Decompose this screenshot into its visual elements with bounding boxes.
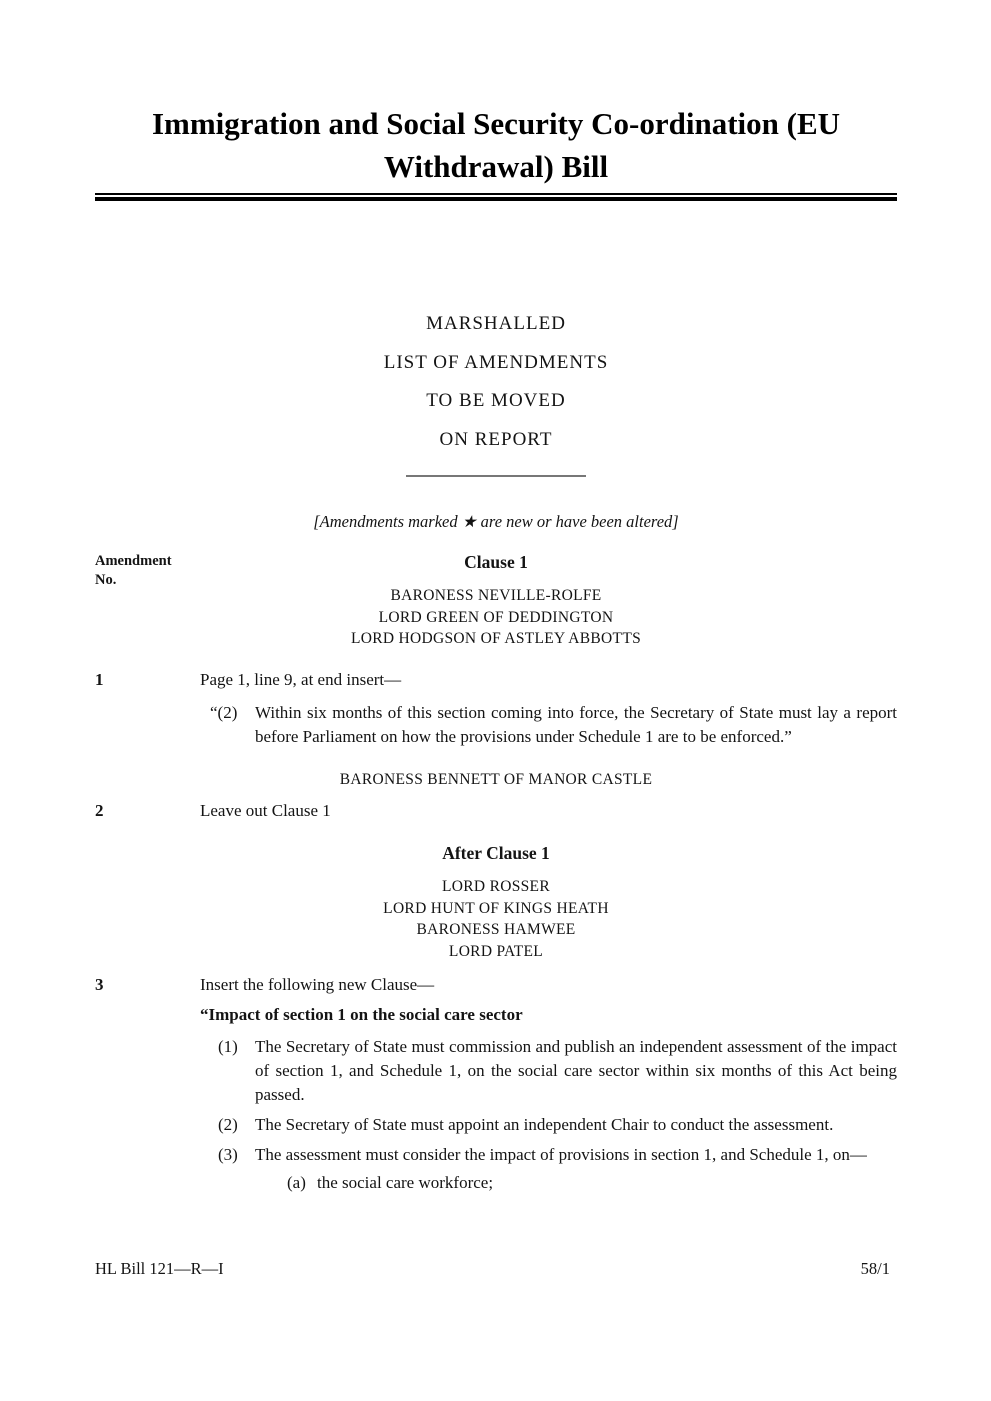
amendment-no-label-line-2: No.	[95, 572, 117, 589]
item-label: (1)	[218, 1037, 238, 1057]
new-clause-item-3	[218, 1143, 897, 1167]
bill-title	[95, 102, 897, 188]
amendment-2-instruction: Leave out Clause 1	[200, 801, 331, 821]
amendment-1-quoted-subsection	[210, 701, 897, 749]
amendment-no-label-line-1: Amendment	[95, 553, 172, 570]
item-text: The Secretary of State must commission and publish an independent assessment of the impact of section 1, and Schedule 1, on the social care sector within six months of this Act being passed.	[255, 1037, 897, 1105]
bill-title-line-2: Withdrawal) Bill	[383, 149, 609, 184]
item-label: (3)	[218, 1145, 238, 1165]
sponsor-name: BARONESS HAMWEE	[416, 921, 576, 939]
clause-1-heading: Clause 1	[464, 552, 528, 573]
new-clause-title: “Impact of section 1 on the social care sector	[200, 1005, 523, 1025]
amendment-1-number: 1	[95, 669, 104, 689]
sponsor-name: BARONESS BENNETT OF MANOR CASTLE	[339, 770, 653, 788]
bill-reference: HL Bill 121—R—I	[95, 1259, 224, 1278]
title-divider-rule	[95, 193, 897, 201]
amendment-3-instruction: Insert the following new Clause—	[200, 975, 435, 995]
after-clause-1-sponsor-list	[95, 876, 897, 962]
marshalled-line: LIST OF AMENDMENTS	[383, 351, 609, 373]
page-number: 58/1	[860, 1259, 890, 1278]
sponsor-name: LORD PATEL	[448, 942, 544, 960]
bill-title-line-1: Immigration and Social Security Co-ordination (EU	[151, 106, 841, 141]
amendment-1	[95, 668, 897, 692]
after-clause-1-heading: After Clause 1	[442, 843, 550, 864]
amendment-2	[95, 799, 897, 823]
amendment-3	[95, 973, 897, 997]
subitem-text: the social care workforce;	[317, 1173, 494, 1193]
marshalled-line: TO BE MOVED	[426, 390, 566, 412]
sponsor-name: BARONESS NEVILLE-ROLFE	[390, 587, 602, 605]
item-text: The Secretary of State must appoint an independent Chair to conduct the assessment.	[255, 1115, 834, 1135]
marshalled-line: ON REPORT	[439, 428, 553, 450]
page-footer	[95, 1258, 890, 1280]
subitem-label: (a)	[287, 1173, 306, 1193]
amendment-no-column-label	[95, 552, 172, 590]
sponsor-name: LORD GREEN OF DEDDINGTON	[378, 608, 614, 626]
amendment-2-sponsor-list	[95, 769, 897, 791]
amendments-body	[95, 551, 897, 1195]
document-content	[95, 0, 897, 1195]
marshalled-heading-block	[95, 305, 897, 459]
item-label: (2)	[218, 1115, 238, 1135]
new-clause-subitem-a	[287, 1171, 897, 1195]
clause-1-sponsor-list	[95, 585, 897, 650]
new-clause-item-2	[218, 1113, 897, 1137]
item-text: The assessment must consider the impact of provisions in section 1, and Schedule 1, on—	[255, 1145, 867, 1165]
sponsor-name: LORD ROSSER	[442, 878, 550, 896]
sponsor-name: LORD HODGSON OF ASTLEY ABBOTTS	[350, 630, 642, 648]
marshalled-line: MARSHALLED	[426, 313, 566, 334]
amendment-3-number: 3	[95, 975, 104, 995]
new-clause-item-1	[218, 1035, 897, 1107]
amendment-2-number: 2	[95, 801, 104, 821]
amendment-1-instruction: Page 1, line 9, at end insert—	[200, 669, 402, 689]
section-divider-rule	[406, 475, 586, 477]
sponsor-name: LORD HUNT OF KINGS HEATH	[383, 899, 609, 917]
amendments-marked-note: [Amendments marked ★ are new or have been altered]	[313, 512, 679, 532]
quoted-subsection-label: “(2)	[210, 702, 238, 722]
quoted-subsection-text: Within six months of this section coming into force, the Secretary of State must lay a report before Parliament on how the provisions under Schedule 1 are to be enforced.”	[255, 702, 897, 746]
